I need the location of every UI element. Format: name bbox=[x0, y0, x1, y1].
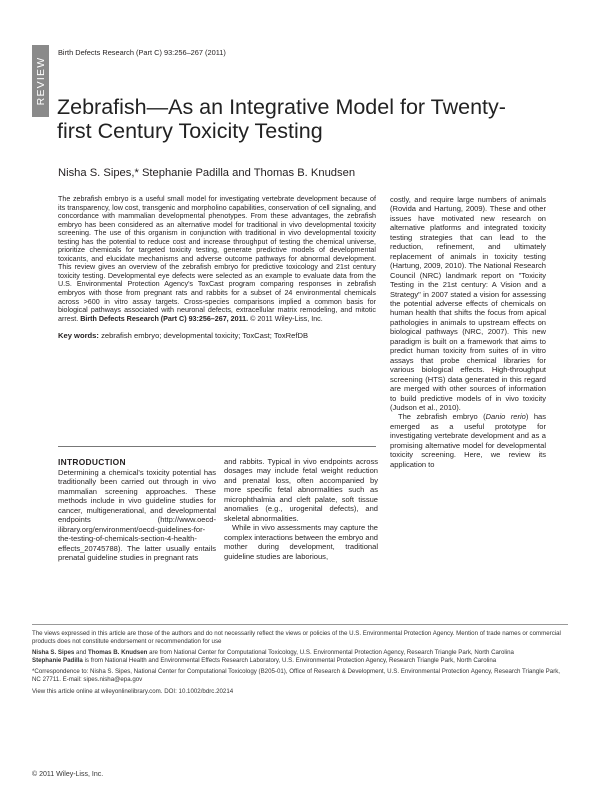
author-list: Nisha S. Sipes,* Stephanie Padilla and Thomas B. Knudsen bbox=[58, 167, 356, 179]
intro-paragraph-1: Determining a chemical's toxicity potential has traditionally been carried out through in vivo mammalian screening approaches. These methods include in vivo guideline studies for cancer, multigenerational, and developmental endpoints (http://www.oecd-ilibrary.org/environment/oecd-guidelines-for-the-testing-of-chemicals-section-4-health-effects_20745788). The latter usually entails prenatal guideline studies in pregnant rats bbox=[58, 468, 216, 563]
affiliation-1 bbox=[32, 649, 568, 664]
intro-paragraph-2: and rabbits. Typical in vivo endpoints across dosages may include fetal weight reduction and prenatal loss, often accompanied by more specific fetal abnormalities such as microphthalmia and cleft palate, soft tissue anomalies (e.g., urogenital defects), and skeletal abnormalities. bbox=[224, 457, 378, 523]
zebrafish-sentence-end: ) has emerged as a useful prototype for investigating vertebrate development and as a promising alternative model for developmental toxicity screening. Here, we review its application to bbox=[390, 412, 546, 469]
abstract bbox=[58, 195, 376, 323]
review-section-tab bbox=[32, 45, 49, 117]
online-doi: View this article online at wileyonlinelibrary.com. DOI: 10.1002/bdrc.20214 bbox=[32, 687, 234, 695]
article-title: Zebrafish—As an Integrative Model for Twenty-first Century Toxicity Testing bbox=[57, 95, 506, 143]
keywords-text: zebrafish embryo; developmental toxicity; ToxCast; ToxRefDB bbox=[101, 331, 309, 341]
abstract-text: The zebrafish embryo is a useful small model for investigating vertebrate development because of its transparency, low cost, transgenic and morpholino capabilities, conservation of cell signaling, and concordance with mammalian developmental phenotypes. From these advantages, the zebrafish embryo has been considered as an alternative model for traditional in vivo developmental toxicity screening. The use of this organism in conjunction with traditional in vivo developmental toxicity testing has the potential to reduce cost and increase throughput of testing the chemical universe, prioritize chemicals for targeted toxicity testing, generate predictive models of developmental toxicants, and elucidate mechanisms and adverse outcome pathways for abnormal development. This review gives an overview of the zebrafish embryo for predictive toxicology and 21st century toxicity testing. Developmental eye defects were selected as an example to evaluate data from the U.S. Environmental Protection Agency's ToxCast program comparing responses in zebrafish embryos with those from pregnant rats and rabbits for a subset of 24 environmental chemicals across >600 in vitro assay targets. Cross-species comparisons implied a common basis for biological pathways associated with neuronal defects, extracellular matrix remodeling, and mitotic arrest. bbox=[58, 195, 376, 323]
review-tab-label: REVIEW bbox=[34, 56, 47, 106]
affiliation-2-name: Stephanie Padilla bbox=[32, 656, 83, 664]
correspondence: *Correspondence to: Nisha S. Sipes, National Center for Computational Toxicology (B205-01), Office of Research & Development, U.S. Environmental Protection Agency, Research Triangle Park, NC 27711. E-mail: sipes.nisha@epa.gov bbox=[32, 668, 561, 683]
affiliation-1-text: are from National Center for Computational Toxicology, U.S. Environmental Protection Agency, Research Triangle Park, North Carolina bbox=[147, 649, 514, 657]
journal-citation: Birth Defects Research (Part C) 93:256–267 (2011) bbox=[58, 48, 226, 57]
affiliation-2-text: is from National Health and Environmental Effects Research Laboratory, U.S. Environmental Protection Agency, Research Triangle Park, North Carolina bbox=[82, 656, 497, 664]
intro-paragraph-5 bbox=[390, 412, 546, 469]
intro-column-1 bbox=[58, 457, 216, 563]
intro-paragraph-4: costly, and require large numbers of animals (Rovida and Hartung, 2009). These and other issues have motivated new research on alternative platforms and integrated toxicity testing strategies that can lead to the reduction, refinement, and ultimately replacement of animals in toxicity testing (Hartung, 2009, 2010). The National Research Council (NRC) landmark report on "Toxicity Testing in the 21st century: A Vision and a Strategy" in 2007 stated a vision for assessing the potential adverse effects of chemicals on human health that shifts the focus from apical pathologies in animals to upstream effects on biological pathways (NRC, 2007). This new paradigm is built on a framework that aims to predict human toxicity from suites of in vitro assays that probe chemical libraries for various biological effects. High-throughput screening (HTS) data generated in this regard are merged with other sources of information to build predictive models of in vivo toxicity (Judson et al., 2010). bbox=[390, 195, 546, 412]
affiliation-1-names: Nisha S. Sipes bbox=[32, 649, 75, 657]
introduction-heading: INTRODUCTION bbox=[58, 457, 126, 467]
page-copyright: © 2011 Wiley-Liss, Inc. bbox=[32, 771, 104, 778]
intro-paragraph-3: While in vivo assessments may capture the complex interactions between the embryo and mother during development, traditional guideline studies are laborious, bbox=[224, 523, 378, 561]
abstract-copyright: © 2011 Wiley-Liss, Inc. bbox=[250, 314, 323, 323]
abstract-citation: Birth Defects Research (Part C) 93:256–267, 2011. bbox=[80, 314, 249, 323]
zebrafish-sentence-start: The zebrafish embryo ( bbox=[398, 412, 486, 422]
abstract-divider bbox=[58, 446, 376, 447]
footnotes bbox=[32, 630, 568, 699]
keywords-label: Key words: bbox=[58, 331, 99, 341]
intro-column-2 bbox=[224, 457, 378, 561]
footnote-divider bbox=[32, 624, 568, 625]
disclaimer: The views expressed in this article are those of the authors and do not necessarily reflect the views or policies of the U.S. Environmental Protection Agency. Mention of trade names or commercial products does not constitute endorsement or recommendation for use bbox=[32, 630, 561, 645]
intro-column-3 bbox=[390, 195, 546, 469]
abstract-block bbox=[58, 195, 376, 341]
keywords bbox=[58, 331, 376, 341]
affiliation-1-names-2: Thomas B. Knudsen bbox=[88, 649, 148, 657]
affiliation-1-and: and bbox=[74, 649, 88, 657]
species-name: Danio rerio bbox=[485, 412, 526, 422]
